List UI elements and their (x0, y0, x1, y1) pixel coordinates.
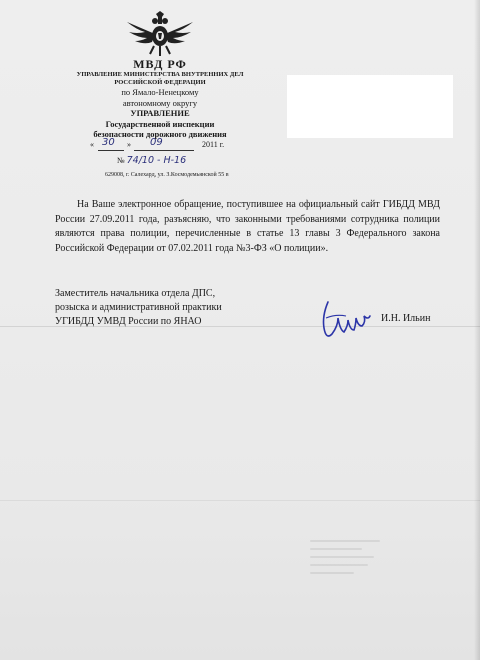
letterhead (55, 10, 265, 140)
signer-name: И.Н. Ильин (381, 313, 431, 324)
sender-address: 629008, г. Салехард, ул. З.Космодемьянской 55 в (105, 172, 229, 178)
page-edge-shadow (474, 0, 480, 660)
date-year: 2011 г. (202, 140, 225, 149)
department-line: УПРАВЛЕНИЕ МИНИСТЕРСТВА ВНУТРЕННИХ ДЕЛ (76, 71, 244, 78)
handwritten-signature-icon (316, 296, 374, 346)
region-line: автономному округу (122, 97, 198, 108)
signer-title-line: розыска и административной практики (55, 302, 222, 313)
redacted-recipient-block (287, 75, 453, 138)
reference-number (117, 155, 186, 166)
signer-title (55, 287, 222, 329)
region-line: по Ямало-Ненецкому (121, 87, 199, 97)
date-line (90, 137, 270, 154)
section-line: безопасности дорожного движения (93, 129, 227, 139)
signer-title-line: Заместитель начальника отдела ДПС, (55, 288, 216, 299)
date-day: 30 (102, 137, 115, 148)
section-title: УПРАВЛЕНИЕ (130, 108, 190, 118)
letter-body (55, 198, 440, 256)
ministry-title: МВД РФ (133, 57, 187, 71)
section-line: Государственной инспекции (105, 118, 215, 129)
department-line: РОССИЙСКОЙ ФЕДЕРАЦИИ (114, 79, 206, 86)
date-month: 09 (150, 137, 163, 148)
paper-fold (0, 500, 480, 501)
reference-value: 74/10 - Н-16 (126, 155, 187, 166)
date-quote-open: « (90, 140, 94, 149)
body-paragraph: На Ваше электронное обращение, поступившее на официальный сайт ГИБДД МВД России 27.09.2011 года, разъясняю, что законными требованиями сотрудника полиции являются права полиции, перечисленные в статье 13 главы 3 Федерального закона Российской Федерации от 07.02.2011 года №3-ФЗ «О полиции». (55, 199, 440, 254)
bleed-through-text (310, 540, 390, 580)
reference-prefix: № (117, 156, 125, 165)
signer-title-line: УГИБДД УМВД России по ЯНАО (55, 316, 202, 327)
date-quote-close: » (127, 140, 131, 149)
double-headed-eagle-icon (123, 10, 197, 58)
